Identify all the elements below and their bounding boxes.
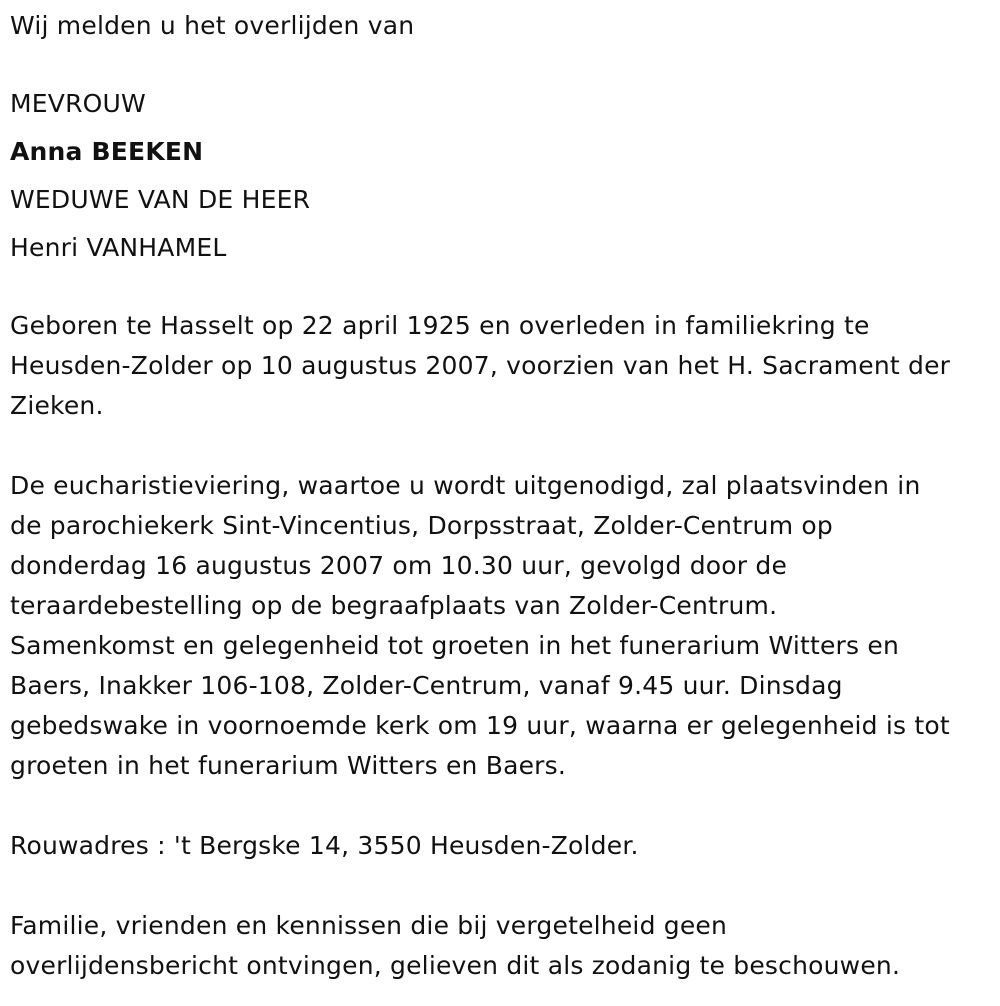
relation-text: WEDUWE VAN DE HEER — [10, 185, 311, 214]
paragraph-line: Familie, vrienden en kennissen die bij vergetelheid geen — [10, 911, 728, 940]
spacer — [10, 46, 992, 80]
mourning-address: Rouwadres : 't Bergske 14, 3550 Heusden-Zolder. — [10, 831, 639, 860]
paragraph-line: Geboren te Hasselt op 22 april 1925 en overleden in familiekring te — [10, 311, 870, 340]
birth-death-paragraph — [10, 306, 992, 426]
paragraph-line: groeten in het funerarium Witters en Baers. — [10, 751, 567, 780]
title-prefix: MEVROUW — [10, 89, 146, 118]
spacer — [10, 786, 992, 826]
paragraph-line: donderdag 16 augustus 2007 om 10.30 uur, gevolgd door de — [10, 551, 788, 580]
paragraph-line: teraardebestelling op de begraafplaats van Zolder-Centrum. — [10, 591, 778, 620]
spacer — [10, 866, 992, 906]
paragraph-line: gebedswake in voornoemde kerk om 19 uur, waarna er gelegenheid is tot — [10, 711, 950, 740]
intro-text: Wij melden u het overlijden van — [10, 11, 415, 40]
spouse-name: Henri VANHAMEL — [10, 233, 227, 262]
paragraph-line: overlijdensbericht ontvingen, gelieven dit als zodanig te beschouwen. — [10, 951, 901, 980]
paragraph-line: Heusden-Zolder op 10 augustus 2007, voorzien van het H. Sacrament der — [10, 351, 951, 380]
closing-paragraph — [10, 906, 992, 986]
spacer — [10, 272, 992, 306]
paragraph-line: De eucharistieviering, waartoe u wordt uitgenodigd, zal plaatsvinden in — [10, 471, 921, 500]
paragraph-line: Zieken. — [10, 391, 104, 420]
paragraph-line: de parochiekerk Sint-Vincentius, Dorpsstraat, Zolder-Centrum op — [10, 511, 833, 540]
ceremony-paragraph — [10, 466, 992, 786]
paragraph-line: Samenkomst en gelegenheid tot groeten in het funerarium Witters en — [10, 631, 900, 660]
paragraph-line: Baers, Inakker 106-108, Zolder-Centrum, vanaf 9.45 uur. Dinsdag — [10, 671, 843, 700]
deceased-name: Anna BEEKEN — [10, 137, 204, 166]
spacer — [10, 426, 992, 466]
